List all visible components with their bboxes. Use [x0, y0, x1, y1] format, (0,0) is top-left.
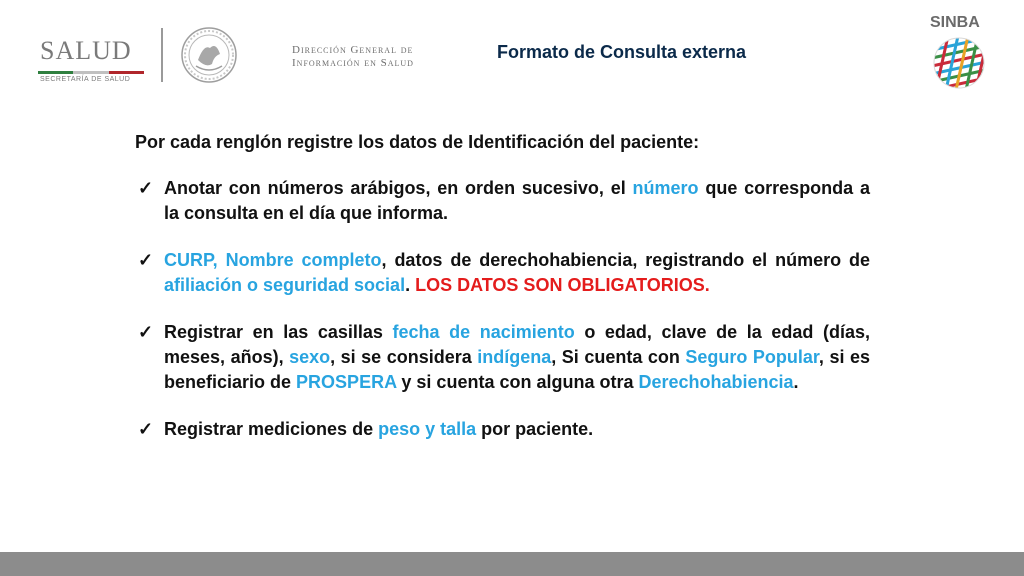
instruction-text: , datos de derechohabiencia, registrando el número de [381, 250, 871, 270]
header-logos [30, 18, 430, 88]
instruction-text: Anotar con números arábigos, en orden sucesivo, el [164, 178, 633, 198]
highlight-text: fecha de nacimiento [392, 322, 575, 342]
highlight-text: número [632, 178, 699, 198]
dgis-line-1: Dirección General de [292, 44, 414, 56]
instruction-text: , Si cuenta con [551, 347, 686, 367]
instruction-text: Registrar mediciones de [164, 419, 379, 439]
instruction-text: o edad, clave de la edad (días, meses, años), [164, 322, 870, 367]
page-title: Formato de Consulta externa [497, 42, 747, 62]
salud-logo-text: SALUD [40, 36, 132, 65]
instructions-content [135, 130, 870, 464]
instructions-list [135, 176, 870, 442]
header-divider [161, 28, 163, 82]
instruction-text: por paciente. [476, 419, 594, 439]
sinba-label: SINBA [930, 14, 980, 31]
check-icon: ✓ [138, 178, 154, 198]
instruction-text: y si cuenta con alguna otra [396, 372, 639, 392]
instruction-text: que corresponda a la consulta en el día que informa. [164, 178, 870, 223]
highlight-text: Seguro Popular [685, 347, 819, 367]
check-icon: ✓ [138, 419, 154, 439]
instruction-text: . [793, 372, 799, 392]
instruction-text: , si es beneficiario de [164, 347, 870, 392]
check-icon: ✓ [138, 250, 154, 270]
instruction-item-casillas [135, 320, 870, 395]
sinba-logo [922, 14, 998, 98]
highlight-text: indígena [477, 347, 552, 367]
instruction-text: Registrar en las casillas [164, 322, 393, 342]
salud-logo-stripe [38, 71, 144, 74]
globe-icon [932, 36, 986, 90]
salud-logo [30, 26, 155, 82]
intro-text: Por cada renglón registre los datos de Identificación del paciente: [135, 132, 700, 152]
mandatory-warning: LOS DATOS SON OBLIGATORIOS. [415, 275, 710, 295]
instruction-item-mediciones [135, 417, 870, 442]
instruction-text: , si se considera [330, 347, 478, 367]
highlight-text: PROSPERA [296, 372, 397, 392]
check-icon: ✓ [138, 322, 154, 342]
highlight-text: afiliación o seguridad social [164, 275, 406, 295]
salud-logo-subtext: SECRETARÍA DE SALUD [40, 76, 131, 83]
highlight-text: sexo [289, 347, 331, 367]
instruction-item-curp [135, 248, 870, 298]
highlight-text: peso y talla [378, 419, 477, 439]
dgis-logo-text [292, 44, 414, 70]
instruction-text: . [405, 275, 416, 295]
dgis-line-2: Información en Salud [292, 57, 414, 69]
footer-bar [0, 552, 1024, 576]
highlight-text: Derechohabiencia [638, 372, 794, 392]
highlight-text: CURP, Nombre completo [164, 250, 382, 270]
national-seal-icon [180, 26, 238, 84]
instruction-item-numero [135, 176, 870, 226]
